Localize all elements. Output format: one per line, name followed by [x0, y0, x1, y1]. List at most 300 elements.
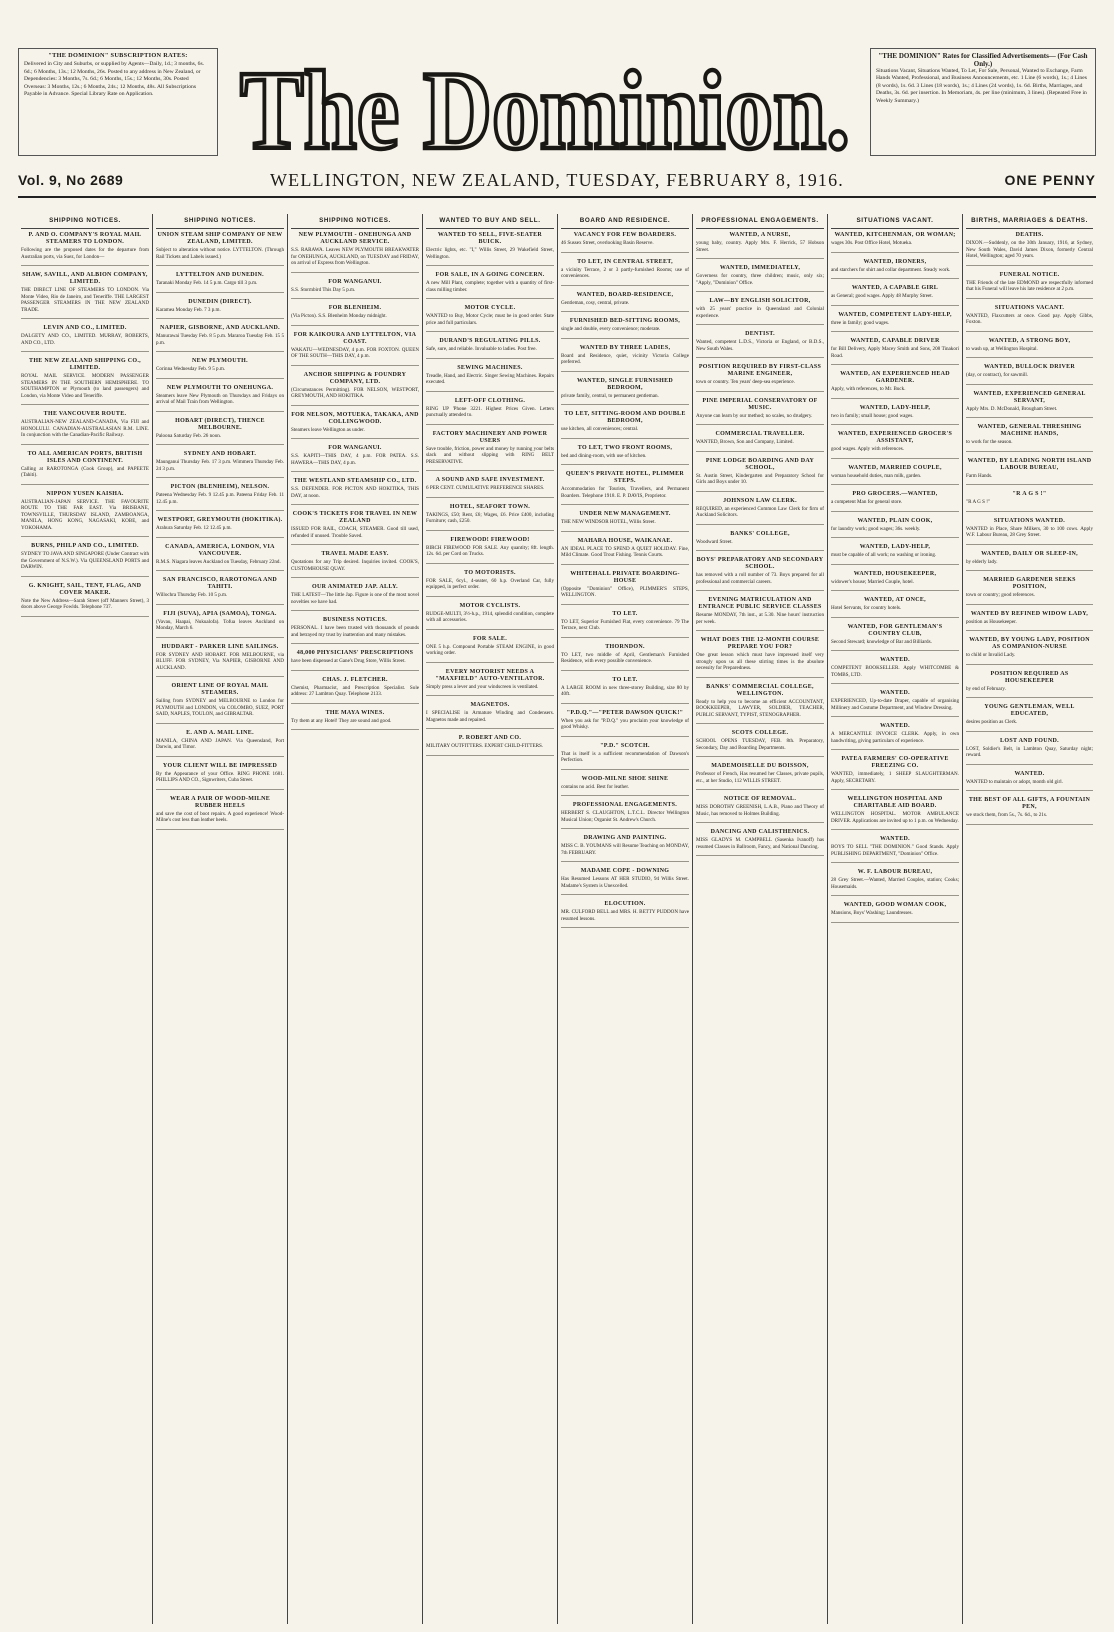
- advertisement: [426, 570, 554, 597]
- advertisement-text: widower's house; Married Couple, hotel.: [831, 578, 914, 585]
- advertisement-heading: WANTED, MARRIED COUPLE,: [848, 464, 942, 471]
- advertisement: [426, 477, 554, 498]
- advertisement-heading: WANTED BY REFINED WIDOW LADY,: [970, 610, 1089, 617]
- advertisement-text: Accommodation for Tourists, Travellers, and Permanent Boarders. Telephone 1918. E. P. DAVIS, Proprietor.: [561, 486, 689, 499]
- advertisement: [966, 305, 1093, 332]
- advertisement: [426, 504, 554, 531]
- advertisement-text: Pateena Wednesday Feb. 9 12.45 p.m. Pateena Friday Feb. 11 12.45 p.m.: [156, 492, 284, 505]
- advertisement-heading: TO LET, IN CENTRAL STREET,: [577, 258, 673, 265]
- advertisement: [966, 232, 1093, 266]
- advertisement-heading: WANTED.: [880, 690, 910, 696]
- advertisement: [831, 796, 959, 830]
- advertisement: [156, 544, 284, 572]
- newspaper-nameplate: [230, 40, 860, 168]
- advertisement: [696, 431, 824, 452]
- advertisement-text: By the Appearance of your Office. RING PHONE 1681. PHILLIPS AND CO., Signwriters, Cuba Street.: [156, 770, 284, 783]
- advertisement-heading: FIJI (SUVA), APIA (SAMOA), TONGA.: [163, 610, 277, 617]
- advertisement-text: have been dispensed at Gane's Drug Store, Willis Street.: [291, 658, 406, 664]
- advertisement-text: Ready to help you to become an efficient ACCOUNTANT, BOOKKEEPER, LAWYER, SOLDIER, TEACHER, PUBLIC SERVANT, TYPIST, STENOGRAPHER.: [696, 698, 824, 718]
- advertisement: [561, 445, 689, 466]
- advertisement: [21, 272, 149, 319]
- advertisement-heading: TO LET, SITTING-ROOM AND DOUBLE BEDROOM,: [564, 411, 686, 424]
- advertisement: [831, 902, 959, 923]
- advertisement: [831, 624, 959, 652]
- advertisement-text: A LARGE ROOM in new three-storey Building, size 80 by 40ft.: [561, 684, 689, 697]
- advertisement: [156, 796, 284, 830]
- advertisement: [291, 445, 419, 472]
- column-6: [693, 214, 827, 1624]
- advertisement-text: Steamers leave Wellington as under.: [291, 426, 365, 433]
- advertisement-text: Chemist, Pharmacist, and Prescription Specialist. Sole address: 27 Lambton Quay. Telephone 2133.: [291, 684, 419, 697]
- advertisement-text: S.S. DEFENDER. FOR PICTON AND HOKITIKA, THIS DAY, at noon.: [291, 486, 419, 499]
- advertisement-heading: HOBART (DIRECT), THENCE MELBOURNE.: [175, 417, 265, 431]
- advertisement-heading: SEWING MACHINES.: [457, 364, 523, 371]
- advertisement: [561, 292, 689, 313]
- advertisement: [696, 232, 824, 259]
- advertisement: [966, 704, 1093, 732]
- advertisement: [966, 797, 1093, 825]
- advertisement-text: Note the New Address—Sarah Street (off Manners Street), 3 doors above George Fowlds. Telephone 737.: [21, 597, 149, 610]
- advertisement-heading: THE VANCOUVER ROUTE.: [43, 411, 127, 417]
- advertisement-text: One great lesson which must have impressed itself very strongly upon us all these stirring times is the absolute necessity for Preparedness.: [696, 652, 824, 671]
- advertisement: [966, 338, 1093, 359]
- advertisement: [831, 285, 959, 306]
- advertisement-text: DIXON.—Suddenly, on the 30th January, 1916, at Sydney, New South Wales, David James Dixon, formerly Central Hotel, Wellington; aged 70 years.: [966, 240, 1093, 259]
- advertisement-heading: "R A G S !": [1012, 491, 1047, 497]
- advertisement-heading: HUDDART - PARKER LINE SAILINGS.: [161, 643, 279, 650]
- advertisement-heading: WANTED.: [880, 723, 910, 729]
- advertisement-heading: WANTED, FOR GENTLEMAN'S COUNTRY CLUB,: [847, 623, 943, 637]
- advertisement-text: young baby, country. Apply Mrs. F. Herrick, 57 Hobson Street.: [696, 240, 824, 253]
- advertisement: [291, 332, 419, 366]
- advertisement: [291, 305, 419, 326]
- advertisement-text: RUDGE-MULTI, 3½-h.p., 1914, splendid condition, complete with all accessories.: [426, 610, 554, 623]
- advertisement-text: (Via Picton). S.S. Blenheim Monday midnight.: [291, 313, 387, 319]
- advertisement-heading: WANTED.: [1014, 770, 1045, 777]
- advertisement-heading: WHITEHALL PRIVATE BOARDING-HOUSE: [570, 570, 680, 584]
- advertisement-text: MR. CULFORD BELL and MRS. H. BETTY PUDDON have resumed lessons.: [561, 909, 689, 922]
- advertisement-text: (Circumstances Permitting). FOR NELSON, WESTPORT, GREYMOUTH, AND HOKITIKA.: [291, 386, 419, 399]
- dateline: WELLINGTON, NEW ZEALAND, TUESDAY, FEBRUARY 8, 1916.: [269, 170, 845, 190]
- advertisement-heading: WANTED, DAILY OR SLEEP-IN,: [981, 550, 1078, 557]
- advertisement: [426, 232, 554, 266]
- advertisement-heading: VACANCY FOR FEW BOARDERS.: [573, 232, 677, 238]
- column-heading: SITUATIONS VACANT.: [831, 214, 959, 229]
- advertisement-heading: WANTED.: [880, 836, 910, 842]
- advertisement-heading: WANTED, EXPERIENCED GENERAL SERVANT,: [973, 390, 1086, 404]
- advertisement-text: THE DIRECT LINE OF STEAMERS TO LONDON. Via Monte Video, Rio de Janeiro, and Teneriffe. THE LARGEST PASSENGER STEAMERS IN THE NEW ZEALAND TRADE.: [21, 287, 149, 313]
- advertisement-heading: WANTED, AN EXPERIENCED HEAD GARDENER.: [840, 371, 950, 384]
- advertisement-heading: PICTON (BLENHEIM), NELSON.: [170, 484, 270, 490]
- advertisement-heading: SCOTS COLLEGE.: [731, 730, 789, 736]
- advertisement-text: COMPETENT BOOKSELLER. Apply WHITCOMBE & TOMBS, LTD.: [831, 665, 959, 678]
- advertisement: [156, 232, 284, 266]
- advertisement: [156, 517, 284, 538]
- advertisement: [831, 571, 959, 592]
- advertisement: [561, 345, 689, 372]
- advertisement: [291, 478, 419, 505]
- advertisement-text: good wages. Apply with references.: [831, 446, 904, 452]
- advertisement-text: R.M.S. Niagara leaves Auckland on Tuesday, February 22nd.: [156, 558, 281, 565]
- advertisement-heading: COMMERCIAL TRAVELLER.: [715, 431, 805, 437]
- advertisement-heading: NIPPON YUSEN KAISHA.: [46, 490, 124, 497]
- advertisement-text: Electric lights, etc. "I," Willis Street, 29 Wakefield Street, Wellington.: [426, 247, 554, 260]
- advertisement-heading: MARRIED GARDENER SEEKS POSITION,: [983, 577, 1076, 590]
- advertisement-text: Woodward Street.: [696, 538, 733, 545]
- advertisement: [156, 611, 284, 638]
- advertisement-heading: ANCHOR SHIPPING & FOUNDRY COMPANY, LTD.: [303, 371, 407, 385]
- advertisement-heading: WANTED, COMPETENT LADY-HELP,: [838, 311, 952, 318]
- advertisement: [561, 644, 689, 671]
- advertisement-heading: MAGNETOS.: [470, 702, 510, 708]
- advertisement-text: (Opposite "Dominion" Office), PLIMMER'S STEPS, WELLINGTON.: [561, 585, 689, 598]
- advertisement-heading: WANTED TO SELL, FIVE-SEATER BUICK.: [437, 232, 543, 245]
- advertisement-heading: FOR NELSON, MOTUEKA, TAKAKA, AND COLLINGWOOD.: [291, 411, 419, 425]
- advertisement: [561, 776, 689, 797]
- advertisement-heading: ELOCUTION.: [604, 901, 646, 907]
- advertisement: [561, 677, 689, 704]
- advertisement-heading: CHAS. J. FLETCHER.: [322, 676, 388, 683]
- advertisement-text: Arahura Saturday Feb. 12 12.45 p.m.: [156, 525, 232, 531]
- advertisement-text: Safe, sure, and reliable. Invaluable to ladies. Post free.: [426, 346, 537, 352]
- advertisement: [831, 431, 959, 459]
- advertisement-heading: P. AND O. COMPANY'S ROYAL MAIL STEAMERS TO LONDON.: [28, 232, 142, 245]
- column-1: [18, 214, 152, 1624]
- advertisement-text: AUSTRALIAN-JAPAN SERVICE. THE FAVOURITE ROUTE TO THE FAR EAST. Via BRISBANE, TOWNSVILLE, THURSDAY ISLAND, ZAMBOANGA, MANILA, HONG KONG, NAGASAKI, KOBE, and YOKOHAMA.: [21, 498, 149, 531]
- advertisement-text: WANTED to maintain or adopt, month old girl.: [966, 778, 1063, 785]
- advertisement: [156, 683, 284, 724]
- advertisement-text: Karamea Monday Feb. 7 3 p.m.: [156, 306, 221, 313]
- advertisement: [291, 710, 419, 731]
- advertisement: [291, 584, 419, 611]
- advertisement-text: Simply press a lever and your windscreen is ventilated.: [426, 683, 539, 690]
- advertisement-heading: FUNERAL NOTICE.: [999, 271, 1060, 278]
- advertisement-text: Professor of French, Has resumed her Classes, private pupils, etc., at her Studio, 112 WILLIS STREET.: [696, 771, 824, 784]
- advertisement-heading: WANTED, CAPABLE DRIVER: [850, 338, 940, 344]
- advertisement-text: to child or Invalid Lady.: [966, 652, 1016, 658]
- advertisement-heading: WANTED, KITCHENMAN, OR WOMAN;: [834, 232, 956, 238]
- advertisement: [696, 763, 824, 790]
- advertisement-text: Governess for country, three children; music, only six; "Apply, "Dominion" Office.: [696, 273, 824, 286]
- advertisement-heading: WANTED, PLAIN COOK,: [857, 517, 933, 524]
- advertisement-text: Corinna Wednesday Feb. 9 5 p.m.: [156, 366, 226, 372]
- advertisement-heading: TO LET.: [612, 610, 638, 617]
- advertisement: [561, 259, 689, 286]
- advertisement-heading: FURNISHED BED-SITTING ROOMS,: [569, 318, 681, 324]
- advertisement-text: BOYS TO SELL "THE DOMINION." Good Stands. Apply PUBLISHING DEPARTMENT, "Dominion" Office.: [831, 844, 959, 857]
- advertisement-heading: THE WESTLAND STEAMSHIP CO., LTD.: [293, 478, 417, 484]
- advertisement-text: Farm Hands.: [966, 472, 993, 479]
- advertisement-heading: E. AND A. MAIL LINE.: [186, 729, 254, 736]
- advertisement: [966, 364, 1093, 385]
- advertisement: [561, 378, 689, 406]
- advertisement-heading: ORIENT LINE OF ROYAL MAIL STEAMERS.: [171, 683, 269, 696]
- classified-rates-box: [870, 48, 1096, 156]
- advertisement: [156, 763, 284, 790]
- advertisement-heading: BOYS' PREPARATORY AND SECONDARY SCHOOL.: [696, 557, 824, 570]
- advertisement-text: town or country. Ten years' deep-sea experience.: [696, 379, 795, 385]
- column-heading: WANTED TO BUY AND SELL.: [426, 214, 554, 229]
- advertisement-heading: NEW PLYMOUTH TO ONEHUNGA.: [166, 384, 274, 391]
- advertisement-text: has removed with a roll number of 73. Boys prepared for all professional and commercial careers.: [696, 572, 824, 585]
- advertisement-text: two in family; small house; good wages.: [831, 412, 914, 419]
- advertisement-heading: DENTIST.: [745, 331, 775, 337]
- advertisement-text: 46 Sussex Street, overlooking Basin Reserve.: [561, 240, 654, 246]
- classified-rates-text: Situations Vacant, Situations Wanted, To Let, For Sale, Personal, Wanted to Exchange, Farm Hands Wanted, Professional, and Business Announcements, etc. 1 Line (6 words), 1s.; 4 Lines (8 words), 1s. 6d. 3 Lines (18 words), 1s.; 4 Lines (24 words), 1s. 6d. Births, Marriages, and Deaths, 3s. 6d. per insertion. In Memoriam, 4s. per line (minimum, 3 lines). (Repeated Free in Weekly Summary.): [876, 68, 1087, 104]
- advertisement: [561, 802, 689, 829]
- subscription-rates-box: [18, 48, 218, 156]
- advertisement-text: a competent Man for general store.: [831, 499, 903, 505]
- advertisement-text: with 25 years' practice in Queensland and Colonial experience.: [696, 306, 824, 319]
- advertisement: [831, 756, 959, 790]
- advertisement-heading: MADAME COPE - DOWNING: [580, 868, 670, 874]
- advertisement: [21, 411, 149, 445]
- advertisement: [561, 411, 689, 439]
- advertisement-heading: WHAT DOES THE 12-MONTH COURSE PREPARE YOU FOR?: [700, 637, 820, 650]
- advertisement: [561, 318, 689, 339]
- advertisement: [156, 484, 284, 511]
- advertisement-heading: NAPIER, GISBORNE, AND AUCKLAND.: [160, 325, 280, 331]
- advertisement-heading: FOR BLENHEIM.: [328, 305, 382, 311]
- dateline-bar: [18, 170, 1096, 192]
- advertisement-text: 28 Grey Street.—Wanted, Married Couples, station; Cooks; Housemaids.: [831, 877, 959, 890]
- advertisement: [291, 551, 419, 578]
- advertisement: [831, 259, 959, 280]
- advertisement: [966, 458, 1093, 486]
- advertisement: [966, 424, 1093, 452]
- advertisement: [966, 491, 1093, 512]
- advertisement-text: Treadle, Hand, and Electric. Singer Sewing Machines. Repairs executed.: [426, 372, 554, 385]
- advertisement: [561, 511, 689, 532]
- advertisement: [831, 597, 959, 618]
- advertisement: [426, 537, 554, 564]
- advertisement-text: Second Steward; knowledge of Bar and Billiards.: [831, 638, 932, 645]
- advertisement-text: Mansions, Boys' Washing; Laundresses.: [831, 910, 913, 916]
- advertisement-text: THE LATEST—The little Jap. Figure is one of the most novel novelties we have had.: [291, 592, 419, 605]
- advertisement-text: town or country; good references.: [966, 592, 1035, 598]
- advertisement-heading: WANTED, LADY-HELP,: [859, 544, 931, 550]
- advertisement-heading: WANTED, EXPERIENCED GROCER'S ASSISTANT,: [837, 431, 953, 444]
- advertisement-text: TO LET, two middle of April, Gentleman's Furnished Residence, with every possible convenience.: [561, 651, 689, 664]
- advertisement-heading: WANTED, BY LEADING NORTH ISLAND LABOUR BUREAU,: [967, 457, 1092, 471]
- advertisement-heading: FOR WANGANUI.: [328, 445, 382, 451]
- advertisement-text: St. Austin Street, Kindergarten and Preparatory School for Girls and Boys under 10.: [696, 472, 824, 485]
- advertisement-text: by end of February.: [966, 685, 1006, 692]
- advertisement: [966, 518, 1093, 545]
- advertisement-text: Manurawai Tuesday Feb. 8 5 p.m. Mararoa Tuesday Feb. 15 5 p.m.: [156, 333, 284, 346]
- advertisement-text: WELLINGTON HOSPITAL. MOTOR AMBULANCE DRIVER. Applications are invited up to 1 p.m. on Wednesday.: [831, 811, 959, 824]
- advertisement-heading: FIREWOOD! FIREWOOD!: [450, 536, 530, 543]
- advertisement: [426, 305, 554, 332]
- advertisement-text: Save trouble, friction, power and money by running your belts slack and without slipping with RING BELT PRESERVATIVE.: [426, 445, 554, 465]
- advertisement: [426, 636, 554, 663]
- advertisement: [156, 418, 284, 446]
- advertisement-text: "R A G S !": [966, 499, 990, 505]
- advertisement-text: S.S. RARAWA. Leaves NEW PLYMOUTH BREAKWATER for ONEHUNGA, AUCKLAND, on TUESDAY and FRIDAY, on arrival of Express from Wellington.: [291, 247, 419, 266]
- advertisement-heading: MOTOR CYCLE.: [464, 305, 516, 311]
- nameplate-title: The Dominion.: [240, 49, 850, 168]
- advertisement: [426, 431, 554, 472]
- advertisement: [561, 471, 689, 505]
- advertisement: [696, 637, 824, 678]
- advertisement-text: SYDNEY TO JAVA AND SINGAPORE (Under Contract with the Government of N.S.W.). Via QUEENSLAND PORTS and DARWIN.: [21, 551, 149, 570]
- advertisement-text: AN IDEAL PLACE TO SPEND A QUIET HOLIDAY. Fine, Mild Climate. Good Trout Fishing. Tennis Courts.: [561, 545, 689, 558]
- advertisement-text: DALGETY AND CO., LIMITED. MURRAY, ROBERTS, AND CO., LTD.: [21, 333, 149, 346]
- advertisement-heading: OUR ANIMATED JAP. ALLY.: [312, 584, 398, 590]
- advertisement-text: AUSTRALIAN-NEW ZEALAND-CANADA, Via FIJI and HONOLULU. CANADIAN-AUSTRALASIAN R.M. LINE. In conjunction with the Canadian-Pacific Railway.: [21, 419, 149, 438]
- advertisement-heading: DUNEDIN (DIRECT).: [188, 298, 252, 305]
- advertisement: [831, 518, 959, 539]
- advertisement-heading: BANKS' COLLEGE,: [730, 530, 790, 537]
- advertisement-heading: WANTED, GOOD WOMAN COOK,: [843, 902, 947, 908]
- advertisement: [426, 603, 554, 630]
- advertisement-heading: PINE LODGE BOARDING AND DAY SCHOOL,: [705, 457, 815, 471]
- advertisement: [561, 710, 689, 737]
- advertisement-heading: TO ALL AMERICAN PORTS, BRITISH ISLES AND CONTINENT.: [27, 450, 143, 464]
- advertisement-heading: WANTED, AT ONCE,: [864, 597, 926, 603]
- advertisement-text: Subject to alteration without notice. LYTTELTON. (Through Rail Tickets and Labels issued.): [156, 247, 284, 260]
- advertisement: [561, 571, 689, 605]
- advertisement-heading: DRAWING AND PAINTING.: [583, 835, 667, 841]
- advertisement-text: 6 PER CENT. CUMULATIVE PREFERENCE SHARES.: [426, 485, 545, 491]
- columns: [18, 214, 1096, 1624]
- advertisement-heading: MOTOR CYCLISTS.: [459, 602, 521, 609]
- advertisement-text: Resume MONDAY, 7th inst., at 5.30. Nine hours' instruction per week.: [696, 612, 824, 625]
- advertisement: [156, 299, 284, 320]
- advertisement: [21, 358, 149, 405]
- advertisement: [966, 738, 1093, 765]
- advertisement-text: S.S. Stormbird This Day 5 p.m.: [291, 286, 356, 293]
- subscription-rates-title: "THE DOMINION" SUBSCRIPTION RATES:: [48, 52, 188, 59]
- advertisement: [156, 451, 284, 478]
- advertisement-text: RING UP 'Phone 3221. Highest Prices Given. Letters punctually attended to.: [426, 405, 554, 418]
- advertisement-heading: DEATHS.: [1015, 232, 1044, 238]
- advertisement-heading: WANTED, IRONERS,: [863, 258, 927, 265]
- advertisement: [831, 690, 959, 717]
- advertisement-heading: PRO GROCERS.—WANTED,: [852, 491, 938, 497]
- advertisement-heading: EVERY MOTORIST NEEDS A "MAXFIELD" AUTO-VENTILATOR.: [435, 668, 545, 682]
- advertisement: [156, 644, 284, 678]
- advertisement-text: EXPERIENCED, Up-to-date Draper, capable of organising Millinery and Costume Department, and Window Dressing.: [831, 698, 959, 711]
- advertisement-text: WANTED, Flaxcutters at once. Good pay. Apply Gibbs, Foxton.: [966, 312, 1093, 325]
- advertisement-heading: HOTEL, SEAFORT TOWN.: [449, 503, 531, 510]
- advertisement-text: Apply, with references, to Mr. Buck.: [831, 386, 906, 392]
- advertisement: [156, 272, 284, 293]
- advertisement: [696, 398, 824, 426]
- advertisement-heading: G. KNIGHT, SAIL, TENT, FLAG, AND COVER MAKER.: [28, 582, 142, 596]
- advertisement-heading: SAN FRANCISCO, RAROTONGA AND TAHITI.: [163, 577, 277, 590]
- advertisement-text: REQUIRED, an experienced Common Law Clerk for firm of Auckland Solicitors.: [696, 505, 824, 518]
- advertisement-text: WANTED to Buy, Motor Cycle; must be in good order. State price and full particulars.: [426, 313, 554, 326]
- advertisement: [831, 405, 959, 426]
- advertisement: [966, 551, 1093, 572]
- advertisement-text: Sailing from SYDNEY and MELBOURNE to London for PLYMOUTH and LONDON, via COLOMBO, SUEZ, PORT SAID, NAPLES, TOULON, and GIBRALTAR.: [156, 698, 284, 717]
- advertisement-heading: WANTED, LADY-HELP,: [859, 404, 931, 411]
- advertisement-heading: BURNS, PHILP AND CO., LIMITED.: [31, 543, 139, 549]
- advertisement: [291, 677, 419, 704]
- advertisement-text: Apply Mrs. D. McDonald, Brougham Street.: [966, 405, 1058, 412]
- column-3: [288, 214, 422, 1624]
- advertisement: [291, 412, 419, 440]
- advertisement: [21, 491, 149, 538]
- advertisement-heading: WELLINGTON HOSPITAL AND CHARITABLE AID BOARD.: [847, 796, 943, 809]
- advertisement-text: Willochra Thursday Feb. 10 5 p.m.: [156, 592, 228, 598]
- advertisement: [831, 544, 959, 565]
- advertisement: [291, 279, 419, 300]
- advertisement-heading: WANTED, SINGLE FURNISHED BEDROOM,: [576, 377, 674, 391]
- advertisement-heading: WANTED, IMMEDIATELY,: [719, 265, 801, 271]
- advertisement-text: use kitchen, all conveniences; central.: [561, 426, 639, 432]
- advertisement-heading: THE MAYA WINES.: [325, 709, 385, 716]
- advertisement-heading: COOK'S TICKETS FOR TRAVEL IN NEW ZEALAND: [292, 511, 418, 524]
- advertisement-heading: FOR SALE, IN A GOING CONCERN.: [435, 272, 545, 278]
- advertisement-text: LOST, Soldier's Belt, in Lambton Quay, Saturday night; reward.: [966, 745, 1093, 758]
- advertisement-heading: BUSINESS NOTICES.: [322, 617, 388, 623]
- advertisement-heading: PATEA FARMERS' CO-OPERATIVE FREEZING CO.: [841, 756, 949, 769]
- advertisement-heading: WANTED, A STRONG BOY,: [988, 337, 1071, 344]
- advertisement-text: S.S. KAPITI—THIS DAY, 4 p.m. FOR PATEA. S.S. HAWERA—THIS DAY, 4 p.m.: [291, 453, 419, 466]
- advertisement: [696, 829, 824, 856]
- advertisement: [831, 312, 959, 333]
- advertisement-heading: CANADA, AMERICA, LONDON, VIA VANCOUVER.: [165, 543, 275, 557]
- advertisement: [291, 650, 419, 671]
- advertisement: [561, 611, 689, 638]
- advertisement-text: and save the cost of boot repairs. A good experience! Wood-Milne's cost less than leather heels.: [156, 810, 284, 823]
- advertisement: [966, 391, 1093, 419]
- advertisement-text: Quotations for any Trip desired. Inquiries invited. COOK'S, CUSTOMHOUSE QUAY.: [291, 559, 419, 572]
- advertisement-heading: WANTED, GENERAL THRESHING MACHINE HANDS,: [977, 424, 1082, 437]
- advertisement-heading: EVENING MATRICULATION AND ENTRANCE PUBLIC SERVICE CLASSES: [698, 597, 822, 610]
- advertisement-heading: YOUR CLIENT WILL BE IMPRESSED: [162, 762, 278, 769]
- advertisement: [831, 338, 959, 365]
- advertisement-heading: LEVIN AND CO., LIMITED.: [43, 325, 127, 331]
- advertisement-text: PERSONAL. I have been trusted with thousands of pounds and betrayed my trust by inattention and many mistakes.: [291, 625, 419, 638]
- advertisement: [831, 371, 959, 399]
- advertisement-heading: THE BEST OF ALL GIFTS, A FOUNTAIN PEN,: [968, 797, 1091, 810]
- advertisement-heading: THORNDON.: [605, 643, 645, 650]
- advertisement: [561, 232, 689, 253]
- column-heading: PROFESSIONAL ENGAGEMENTS.: [696, 214, 824, 229]
- advertisement: [426, 398, 554, 425]
- advertisement: [831, 869, 959, 896]
- advertisement: [561, 743, 689, 770]
- advertisement: [291, 372, 419, 406]
- advertisement-heading: WANTED BY THREE LADIES,: [579, 344, 671, 351]
- column-heading: BIRTHS, MARRIAGES & DEATHS.: [966, 214, 1093, 229]
- advertisement-heading: TRAVEL MADE EASY.: [321, 551, 389, 557]
- advertisement: [156, 577, 284, 605]
- advertisement-heading: WOOD-MILNE SHOE SHINE: [581, 775, 669, 782]
- advertisement-text: Taranaki Monday Feb. 14 5 p.m. Cargo till 3 p.m.: [156, 280, 258, 286]
- advertisement-heading: FOR SALE.: [472, 635, 508, 642]
- advertisement: [156, 385, 284, 412]
- advertisement: [696, 730, 824, 757]
- advertisement-heading: WANTED, BOARD-RESIDENCE,: [576, 291, 674, 298]
- advertisement: [831, 232, 959, 253]
- advertisement-text: MISS C. B. YOUMANS will Resume Teaching on MONDAY, 7th FEBRUARY.: [561, 843, 689, 856]
- volume-number: Vol. 9, No 2689: [18, 172, 124, 188]
- advertisement-heading: TO LET.: [612, 676, 638, 683]
- advertisement: [426, 272, 554, 299]
- advertisement-heading: FACTORY MACHINERY AND POWER USERS: [432, 430, 548, 444]
- advertisement-text: MANILA, CHINA AND JAPAN. Via Queensland, Port Darwin, and Timor.: [156, 737, 284, 750]
- advertisement-text: to work for the season.: [966, 439, 1013, 445]
- advertisement-heading: WANTED, A NURSE,: [729, 232, 791, 238]
- advertisement: [696, 458, 824, 492]
- advertisement: [561, 901, 689, 928]
- advertisement-text: and starchers for shirt and collar department. Steady work.: [831, 266, 951, 273]
- advertisement: [966, 577, 1093, 605]
